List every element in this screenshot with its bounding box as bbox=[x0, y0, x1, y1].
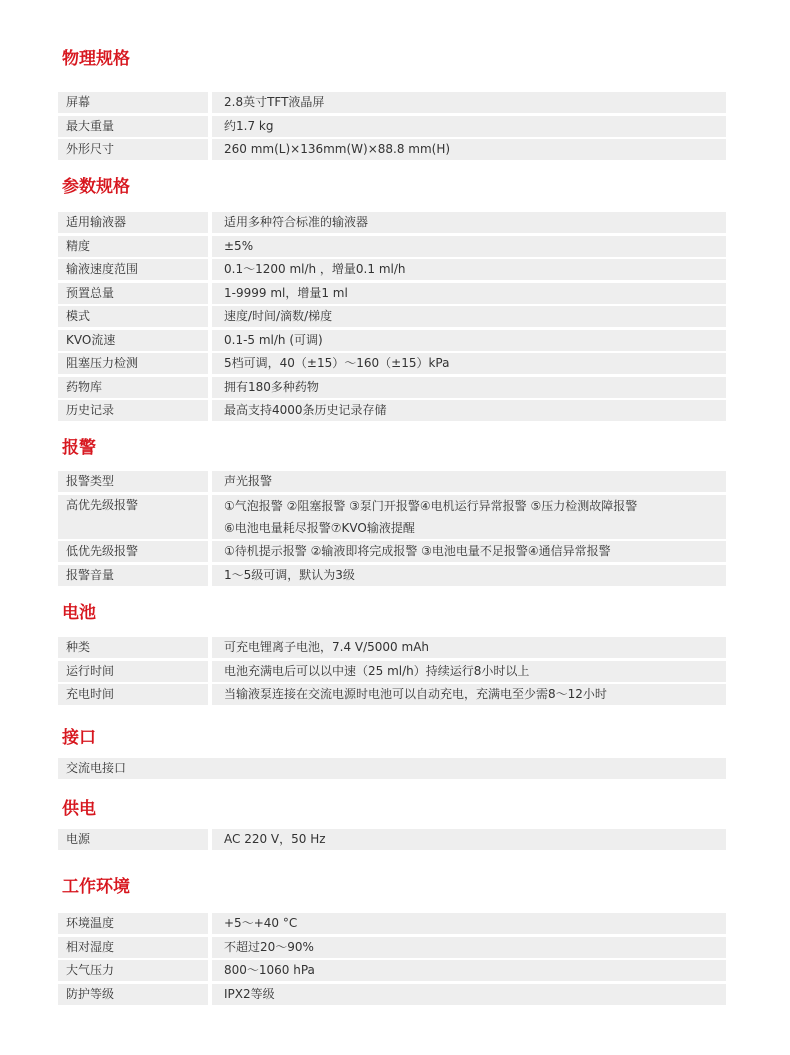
row-value: 可充电锂离子电池，7.4 V/5000 mAh bbox=[212, 637, 726, 658]
section-title-alarm: 报警 bbox=[62, 438, 96, 458]
spec-table-power bbox=[58, 829, 726, 853]
table-row bbox=[58, 913, 726, 934]
row-label: 适用输液器 bbox=[58, 212, 208, 233]
row-label: 阻塞压力检测 bbox=[58, 353, 208, 374]
table-row bbox=[58, 259, 726, 280]
row-label: 运行时间 bbox=[58, 661, 208, 682]
section-title-parameters: 参数规格 bbox=[62, 177, 130, 197]
table-row bbox=[58, 139, 726, 160]
spec-table-interface bbox=[58, 758, 726, 782]
table-row bbox=[58, 984, 726, 1005]
row-value: 5档可调，40（±15）～160（±15）kPa bbox=[212, 353, 726, 374]
row-value: +5～+40 °C bbox=[212, 913, 726, 934]
table-row bbox=[58, 306, 726, 327]
table-row bbox=[58, 330, 726, 351]
row-label: 历史记录 bbox=[58, 400, 208, 421]
row-label: 报警音量 bbox=[58, 565, 208, 586]
section-title-interface: 接口 bbox=[62, 728, 96, 748]
table-row bbox=[58, 471, 726, 492]
table-row bbox=[58, 377, 726, 398]
table-row bbox=[58, 92, 726, 113]
row-label: 交流电接口 bbox=[58, 758, 726, 779]
row-label: 输液速度范围 bbox=[58, 259, 208, 280]
row-value: 最高支持4000条历史记录存储 bbox=[212, 400, 726, 421]
table-row bbox=[58, 541, 726, 562]
table-row bbox=[58, 829, 726, 850]
table-row bbox=[58, 684, 726, 705]
row-value: ①待机提示报警 ②输液即将完成报警 ③电池电量不足报警④通信异常报警 bbox=[212, 541, 726, 562]
spec-table-physical bbox=[58, 92, 726, 163]
row-label: 防护等级 bbox=[58, 984, 208, 1005]
table-row bbox=[58, 212, 726, 233]
table-row bbox=[58, 283, 726, 304]
row-label: 高优先级报警 bbox=[58, 495, 208, 539]
row-value: 260 mm(L)×136mm(W)×88.8 mm(H) bbox=[212, 139, 726, 160]
table-row bbox=[58, 353, 726, 374]
row-value: 速度/时间/滴数/梯度 bbox=[212, 306, 726, 327]
row-label: 屏幕 bbox=[58, 92, 208, 113]
row-value: 800～1060 hPa bbox=[212, 960, 726, 981]
row-value: 2.8英寸TFT液晶屏 bbox=[212, 92, 726, 113]
spec-table-parameters bbox=[58, 212, 726, 424]
row-value: 1～5级可调，默认为3级 bbox=[212, 565, 726, 586]
row-label: 模式 bbox=[58, 306, 208, 327]
row-value: 电池充满电后可以以中速（25 ml/h）持续运行8小时以上 bbox=[212, 661, 726, 682]
table-row bbox=[58, 937, 726, 958]
row-value: 当输液泵连接在交流电源时电池可以自动充电，充满电至少需8～12小时 bbox=[212, 684, 726, 705]
row-label: 最大重量 bbox=[58, 116, 208, 137]
row-value: 0.1～1200 ml/h ，增量0.1 ml/h bbox=[212, 259, 726, 280]
table-row bbox=[58, 565, 726, 586]
table-row bbox=[58, 495, 726, 539]
row-label: 大气压力 bbox=[58, 960, 208, 981]
row-label: 药物库 bbox=[58, 377, 208, 398]
table-row bbox=[58, 637, 726, 658]
row-label: 预置总量 bbox=[58, 283, 208, 304]
row-value: 不超过20～90% bbox=[212, 937, 726, 958]
row-label: 电源 bbox=[58, 829, 208, 850]
row-value-line-2: ⑥电池电量耗尽报警⑦KVO输液提醒 bbox=[224, 520, 415, 535]
row-label: 低优先级报警 bbox=[58, 541, 208, 562]
row-value: 约1.7 kg bbox=[212, 116, 726, 137]
spec-table-environment bbox=[58, 913, 726, 1007]
row-value: 声光报警 bbox=[212, 471, 726, 492]
section-title-battery: 电池 bbox=[62, 603, 96, 623]
table-row bbox=[58, 661, 726, 682]
spec-table-battery bbox=[58, 637, 726, 708]
section-title-physical: 物理规格 bbox=[62, 49, 130, 69]
table-row bbox=[58, 758, 726, 779]
row-label: 充电时间 bbox=[58, 684, 208, 705]
row-label: KVO流速 bbox=[58, 330, 208, 351]
row-value: 拥有180多种药物 bbox=[212, 377, 726, 398]
section-title-power: 供电 bbox=[62, 799, 96, 819]
row-value: 适用多种符合标准的输液器 bbox=[212, 212, 726, 233]
row-label: 种类 bbox=[58, 637, 208, 658]
row-label: 外形尺寸 bbox=[58, 139, 208, 160]
table-row bbox=[58, 116, 726, 137]
spec-table-alarm bbox=[58, 471, 726, 588]
row-value: AC 220 V，50 Hz bbox=[212, 829, 726, 850]
row-label: 精度 bbox=[58, 236, 208, 257]
row-value: ±5% bbox=[212, 236, 726, 257]
row-label: 报警类型 bbox=[58, 471, 208, 492]
row-value-line-1: ①气泡报警 ②阻塞报警 ③泵门开报警④电机运行异常报警 ⑤压力检测故障报警 bbox=[224, 498, 638, 513]
row-label: 相对湿度 bbox=[58, 937, 208, 958]
table-row bbox=[58, 236, 726, 257]
row-value: 0.1-5 ml/h (可调) bbox=[212, 330, 726, 351]
row-label: 环境温度 bbox=[58, 913, 208, 934]
table-row bbox=[58, 400, 726, 421]
table-row bbox=[58, 960, 726, 981]
section-title-environment: 工作环境 bbox=[62, 877, 130, 897]
row-value: IPX2等级 bbox=[212, 984, 726, 1005]
row-value bbox=[212, 495, 726, 539]
row-value: 1-9999 ml，增量1 ml bbox=[212, 283, 726, 304]
